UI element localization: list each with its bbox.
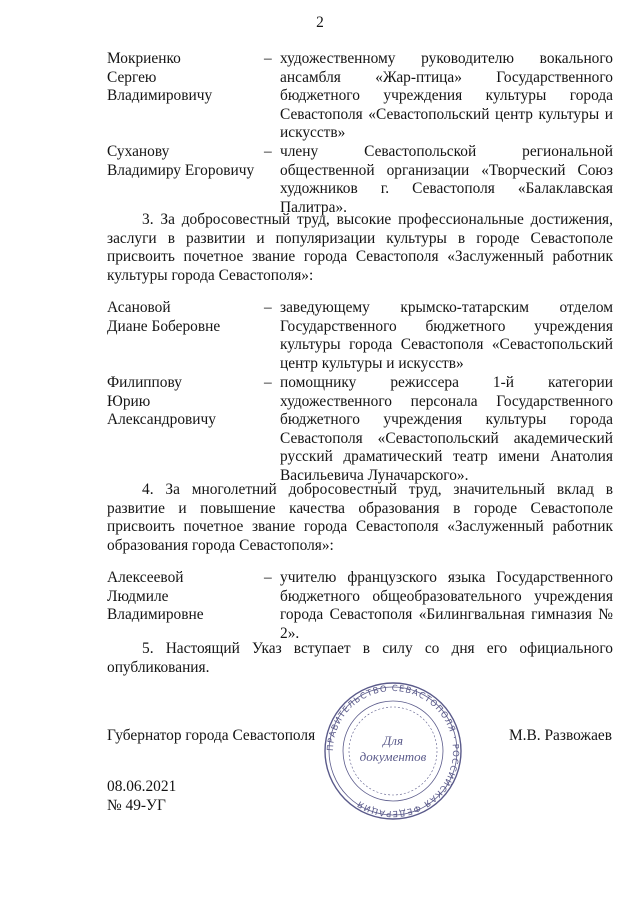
recipient-name: Филиппову Юрию Александровичу	[107, 374, 216, 429]
dash: –	[264, 143, 272, 160]
dash: –	[264, 299, 272, 316]
recipient-position: помощнику режиссера 1-й категории художественного персонала Государственного бюджетного учреждения культуры города Севастополя «Севастопольский академический русский драматический театр имени Анатолия Васильевича Луначарского».	[280, 374, 613, 484]
seal-outer-text: ПРАВИТЕЛЬСТВО СЕВАСТОПОЛЯ · РОССИЙСКАЯ ФЕДЕРАЦИЯ	[325, 683, 461, 819]
signatory-position: Губернатор города Севастополя	[107, 727, 316, 744]
dash: –	[264, 569, 272, 586]
recipient-position: члену Севастопольской региональной общественной организации «Творческий Союз художников г. Севастополя «Балаклавская Палитра».	[280, 143, 613, 216]
recipient-name: Мокриенко Сергею Владимировичу	[107, 50, 213, 105]
recipient-position: художественному руководителю вокального ансамбля «Жар-птица» Государственного бюджетного учреждения культуры города Севастополя «Севастопольский центр культуры и искусств»	[280, 50, 613, 142]
recipient-name: Асановой Диане Боберовне	[107, 299, 221, 335]
recipient-name: Алексеевой Людмиле Владимировне	[107, 569, 204, 624]
page-number: 2	[316, 14, 324, 31]
clause-4: 4. За многолетний добросовестный труд, значительный вклад в развитие и повышение качества образования в городе Севастополе присвоить почетное звание города Севастополя «Заслуженный работник образования города Севастополя»:	[107, 481, 613, 554]
clause-3: 3. За добросовестный труд, высокие профессиональные достижения, заслуги в развитии и популяризации культуры в городе Севастополе присвоить почетное звание города Севастополя «Заслуженный работник культуры города Севастополя»:	[107, 211, 613, 284]
document-number: № 49-УГ	[107, 796, 166, 814]
recipient-name: Суханову Владимиру Егоровичу	[107, 143, 255, 179]
document-date: 08.06.2021	[107, 778, 177, 795]
dash: –	[264, 50, 272, 67]
official-seal	[318, 681, 468, 821]
signatory-name: М.В. Развожаев	[509, 727, 612, 744]
recipient-position: заведующему крымско-татарским отделом Государственного бюджетного учреждения культуры города Севастополя «Севастопольский центр культуры и искусств»	[280, 299, 613, 372]
clause-5: 5. Настоящий Указ вступает в силу со дня его официального опубликования.	[107, 640, 613, 676]
dash: –	[264, 374, 272, 391]
document-footer	[107, 778, 176, 815]
recipient-position: учителю французского языка Государственного бюджетного общеобразовательного учреждения города Севастополя «Билингвальная гимназия № 2».	[280, 569, 613, 642]
seal-center-line-2: документов	[359, 749, 427, 764]
seal-center-line-1: Для	[383, 733, 403, 748]
